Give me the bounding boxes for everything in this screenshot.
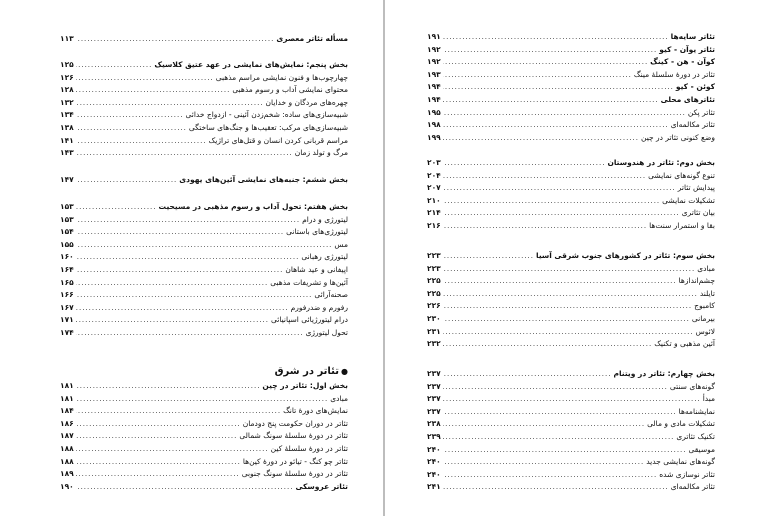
toc-entry: [427, 157, 715, 170]
toc-entry: [60, 443, 348, 456]
toc-left-block-4: [60, 201, 348, 340]
toc-entry: [427, 81, 715, 94]
toc-entry-title: تشکیلات مادی و مالی: [647, 419, 715, 429]
toc-entry-page-number: ۲۱۰: [427, 195, 441, 205]
toc-entry-page-number: ۱۶۵: [60, 277, 74, 287]
toc-entry-page-number: ۱۲۵: [60, 60, 74, 69]
toc-entry-title: مرگ و تولد زمان: [294, 148, 348, 158]
section-heading: [60, 364, 348, 379]
toc-entry-title: شبیه‌سازی‌های مرکب: تعقیب‌ها و جنگ‌های ساختگی: [188, 122, 348, 132]
toc-entry-title: آئین مذهبی و تکنیک: [654, 339, 715, 349]
toc-entry-page-number: ۲۳۷: [427, 406, 441, 416]
toc-leader-dots: [443, 469, 657, 482]
toc-entry: [60, 97, 348, 110]
toc-entry-title: تئاتر پکن: [687, 107, 715, 117]
toc-entry-page-number: ۱۸۱: [60, 393, 74, 403]
toc-entry-page-number: ۲۳۱: [427, 326, 441, 336]
toc-leader-dots: [76, 405, 281, 418]
toc-entry: [60, 33, 348, 46]
toc-entry-page-number: ۱۹۳: [427, 69, 441, 79]
toc-right-block-2: [427, 157, 715, 233]
toc-leader-dots: [76, 59, 153, 72]
toc-entry: [427, 381, 715, 394]
toc-entry: [60, 418, 348, 431]
toc-entry-page-number: ۱۸۸: [60, 456, 74, 466]
toc-entry-page-number: ۱۲۸: [60, 85, 74, 95]
toc-entry-title: گونه‌های سنتی: [669, 381, 715, 391]
toc-entry-title: نمایش‌های دورهٔ تانگ: [283, 406, 348, 416]
toc-entry: [427, 300, 715, 313]
toc-leader-dots: [443, 31, 669, 44]
toc-entry-page-number: ۲۰۴: [427, 170, 441, 180]
toc-entry-page-number: ۲۱۶: [427, 220, 441, 230]
toc-entry-page-number: ۱۷۴: [60, 327, 74, 337]
toc-leader-dots: [443, 69, 632, 82]
toc-leader-dots: [76, 97, 264, 110]
toc-entry-title: شبیه‌سازی‌های ساده: شخم‌زدن آئینی - ازدواج خدائی: [185, 110, 348, 120]
toc-entry: [427, 338, 715, 351]
toc-entry: [60, 380, 348, 393]
toc-left-block-1: [60, 33, 348, 46]
toc-entry-page-number: ۱۹۹: [427, 132, 441, 142]
toc-entry-page-number: ۲۳۰: [427, 313, 441, 323]
toc-entry-page-number: ۲۴۰: [427, 469, 441, 479]
toc-leader-dots: [443, 393, 701, 406]
toc-entry: [427, 456, 715, 469]
toc-entry: [427, 313, 715, 326]
toc-entry-page-number: ۱۶۷: [60, 302, 74, 312]
toc-entry-title: وضع کنونی تئاتر در چین: [641, 132, 715, 142]
toc-entry: [427, 288, 715, 301]
toc-entry: [60, 251, 348, 264]
toc-entry: [427, 182, 715, 195]
toc-right-block-4: [427, 368, 715, 494]
toc-entry-title: بخش چهارم: تئاتر در ویتنام: [613, 369, 715, 378]
toc-entry-page-number: ۲۲۵: [427, 276, 441, 286]
toc-entry: [427, 444, 715, 457]
toc-entry-title: مراسم قربانی کردن انسان و قتل‌های تراژیک: [208, 135, 348, 145]
toc-entry-page-number: ۱۸۶: [60, 418, 74, 428]
toc-entry: [60, 405, 348, 418]
toc-entry-title: پیدایش تئاتر: [677, 183, 715, 193]
toc-entry: [60, 147, 348, 160]
toc-entry: [60, 456, 348, 469]
toc-entry: [427, 368, 715, 381]
toc-leader-dots: [76, 84, 231, 97]
toc-entry-page-number: ۱۸۱: [60, 381, 74, 390]
toc-leader-dots: [76, 174, 178, 187]
toc-entry-title: تنوع گونه‌های نمایشی: [648, 170, 715, 180]
toc-entry-title: مبادی: [330, 393, 348, 403]
toc-leader-dots: [443, 81, 674, 94]
toc-entry-page-number: ۱۳۸: [60, 122, 74, 132]
toc-entry-page-number: ۱۵۴: [60, 227, 74, 237]
toc-leader-dots: [76, 201, 157, 214]
toc-entry: [427, 250, 715, 263]
toc-entry: [60, 72, 348, 85]
toc-entry-page-number: ۱۹۲: [427, 57, 441, 67]
toc-entry-title: تئاتر در دورهٔ سلسلهٔ سونگ شمالی: [239, 431, 348, 441]
toc-leader-dots: [76, 418, 241, 431]
toc-leader-dots: [443, 444, 687, 457]
toc-entry-title: مس: [334, 239, 348, 249]
toc-entry: [427, 69, 715, 82]
toc-entry: [427, 469, 715, 482]
toc-leader-dots: [443, 107, 686, 120]
toc-entry: [60, 264, 348, 277]
toc-entry-title: تئاتر در دوران حکومت پنج دودمان: [242, 418, 348, 428]
toc-leader-dots: [76, 327, 304, 340]
toc-entry-title: بقا و استمرار سنت‌ها: [649, 220, 715, 230]
toc-entry-title: مسأله تئاتر معصری: [276, 34, 348, 43]
toc-leader-dots: [76, 239, 333, 252]
toc-leader-dots: [443, 195, 660, 208]
toc-leader-dots: [443, 56, 648, 69]
toc-entry-title: گونه‌های نمایشی جدید: [646, 457, 715, 467]
toc-entry-page-number: ۱۸۹: [60, 469, 74, 479]
toc-leader-dots: [443, 313, 690, 326]
toc-entry-page-number: ۲۳۲: [427, 339, 441, 349]
toc-entry-title: تئاتر سایه‌ها: [670, 32, 715, 41]
toc-entry-page-number: ۲۲۳: [427, 263, 441, 273]
toc-entry: [60, 302, 348, 315]
toc-entry: [60, 393, 348, 406]
toc-entry-title: بخش ششم: جنبه‌های نمایشی آئین‌های یهودی: [179, 175, 348, 184]
toc-entry-title: لیتورژی‌های باستانی: [286, 227, 348, 237]
toc-leader-dots: [443, 250, 534, 263]
toc-leader-dots: [76, 122, 187, 135]
toc-leader-dots: [443, 44, 658, 57]
toc-entry: [60, 481, 348, 494]
toc-entry: [427, 220, 715, 233]
toc-entry-page-number: ۱۷۱: [60, 315, 74, 325]
toc-entry-title: لائوس: [695, 326, 715, 336]
toc-leader-dots: [76, 109, 184, 122]
toc-entry-title: تئاتر در دورهٔ سلسلهٔ کین: [270, 443, 348, 453]
toc-entry-title: تئاتر مکالمه‌ای: [670, 120, 715, 130]
toc-entry-title: تحول لیتورژی: [305, 327, 348, 337]
toc-leader-dots: [443, 338, 652, 351]
toc-entry: [60, 239, 348, 252]
toc-entry-page-number: ۱۹۵: [427, 107, 441, 117]
left-page: [0, 0, 383, 516]
toc-entry: [427, 326, 715, 339]
toc-leader-dots: [443, 326, 694, 339]
toc-entry: [60, 174, 348, 187]
toc-entry-title: تئاتر چو کنگ - تیائو در دورهٔ کین‌ها: [242, 456, 348, 466]
toc-entry-page-number: ۱۹۰: [60, 481, 74, 491]
toc-entry-page-number: ۱۵۵: [60, 239, 74, 249]
toc-entry-page-number: ۲۳۹: [427, 431, 441, 441]
toc-entry: [427, 56, 715, 69]
toc-leader-dots: [443, 288, 698, 301]
toc-entry: [60, 289, 348, 302]
toc-entry-title: نمایشنامه‌ها: [678, 406, 715, 416]
toc-right-block-1: [427, 31, 715, 144]
toc-entry-page-number: ۱۶۰: [60, 252, 74, 262]
toc-entry-title: اپیفانی و عید شاهان: [285, 264, 348, 274]
toc-leader-dots: [443, 300, 692, 313]
toc-entry: [60, 59, 348, 72]
toc-leader-dots: [76, 214, 300, 227]
toc-entry-page-number: ۲۳۷: [427, 381, 441, 391]
toc-entry-page-number: ۱۲۶: [60, 72, 74, 82]
toc-leader-dots: [76, 302, 289, 315]
toc-entry-title: تئاتر مکالمه‌ای: [670, 482, 715, 492]
toc-entry-title: لیتورژی و درام: [302, 214, 348, 224]
toc-leader-dots: [76, 72, 214, 85]
toc-leader-dots: [76, 289, 313, 302]
toc-leader-dots: [76, 226, 284, 239]
toc-leader-dots: [443, 431, 675, 444]
toc-entry-page-number: ۲۴۰: [427, 444, 441, 454]
toc-entry: [60, 314, 348, 327]
toc-leader-dots: [76, 393, 328, 406]
toc-leader-dots: [76, 443, 269, 456]
toc-leader-dots: [443, 275, 677, 288]
toc-entry-page-number: ۲۲۵: [427, 288, 441, 298]
toc-entry: [427, 44, 715, 57]
toc-entry: [60, 135, 348, 148]
toc-entry-title: بخش اول: تئاتر در چین: [262, 381, 348, 390]
toc-entry-page-number: ۱۶۴: [60, 264, 74, 274]
toc-entry-page-number: ۱۹۴: [427, 82, 441, 92]
toc-entry-page-number: ۱۸۷: [60, 431, 74, 441]
toc-entry-page-number: ۱۹۱: [427, 32, 441, 41]
toc-left-block-5: [60, 380, 348, 493]
toc-leader-dots: [443, 263, 695, 276]
toc-entry: [427, 107, 715, 120]
toc-entry: [427, 170, 715, 183]
toc-entry: [427, 132, 715, 145]
toc-entry-page-number: ۱۳۲: [60, 97, 74, 107]
toc-entry: [60, 468, 348, 481]
toc-entry: [427, 418, 715, 431]
toc-entry-title: لیتورژی رهبانی: [301, 252, 348, 262]
toc-entry-title: تئاتر در دورهٔ سلسلهٔ سونگ جنوبی: [241, 469, 348, 479]
toc-entry-page-number: ۱۴۳: [60, 148, 74, 158]
toc-entry-page-number: ۱۹۸: [427, 120, 441, 130]
toc-entry-page-number: ۱۵۳: [60, 214, 74, 224]
toc-leader-dots: [76, 380, 261, 393]
toc-entry-title: بیان تئاتری: [681, 208, 715, 218]
toc-entry: [60, 201, 348, 214]
toc-leader-dots: [76, 430, 238, 443]
toc-entry-page-number: ۲۴۰: [427, 457, 441, 467]
toc-left-block-2: [60, 59, 348, 160]
toc-leader-dots: [443, 381, 668, 394]
toc-entry: [427, 207, 715, 220]
toc-leader-dots: [443, 182, 676, 195]
toc-entry-title: محتوای نمایشی آداب و رسوم مذهبی: [232, 85, 348, 95]
toc-leader-dots: [443, 132, 639, 145]
toc-entry-page-number: ۱۶۶: [60, 290, 74, 300]
toc-entry: [60, 430, 348, 443]
toc-entry-page-number: ۱۱۳: [60, 34, 74, 43]
toc-leader-dots: [76, 468, 240, 481]
toc-entry-title: کوآن - هن - کینگ: [650, 57, 715, 67]
toc-entry-title: تئاتر یوآن - کیو: [659, 44, 715, 54]
toc-entry: [60, 277, 348, 290]
toc-leader-dots: [76, 481, 294, 494]
toc-entry: [427, 94, 715, 107]
toc-entry-title: چشم‌اندازها: [678, 276, 715, 286]
toc-entry-page-number: ۲۰۷: [427, 183, 441, 193]
toc-left-block-3: [60, 174, 348, 187]
toc-entry: [427, 406, 715, 419]
toc-leader-dots: [76, 33, 275, 46]
toc-entry-title: کامبوج: [694, 301, 715, 311]
toc-leader-dots: [76, 456, 241, 469]
toc-entry-title: صحنه‌آرائی: [314, 290, 348, 300]
toc-entry: [60, 109, 348, 122]
toc-leader-dots: [443, 94, 659, 107]
toc-entry-title: تئاتر در دورهٔ سلسلهٔ مینگ: [633, 69, 715, 79]
toc-entry: [60, 327, 348, 340]
toc-entry-page-number: ۱۳۴: [60, 110, 74, 120]
toc-entry-page-number: ۱۹۴: [427, 94, 441, 104]
toc-entry-title: تئاتر نوسازی شده: [659, 469, 715, 479]
toc-entry: [427, 119, 715, 132]
toc-leader-dots: [76, 314, 269, 327]
toc-entry: [427, 431, 715, 444]
toc-entry: [60, 226, 348, 239]
toc-entry-page-number: ۲۴۱: [427, 482, 441, 492]
toc-entry-title: بیرمانی: [691, 313, 715, 323]
toc-entry-page-number: ۲۳۷: [427, 369, 441, 378]
toc-leader-dots: [76, 264, 284, 277]
toc-entry: [427, 263, 715, 276]
toc-entry: [427, 31, 715, 44]
toc-leader-dots: [76, 147, 293, 160]
toc-entry-title: آئین‌ها و تشریفات مذهبی: [270, 277, 348, 287]
toc-entry: [427, 195, 715, 208]
toc-entry-title: درام لیتورژیائی اسپانیائی: [271, 315, 348, 325]
toc-leader-dots: [443, 481, 669, 494]
bullet-icon: ●: [341, 367, 348, 376]
toc-leader-dots: [443, 220, 647, 233]
toc-entry-title: تکنیک تئاتری: [676, 431, 715, 441]
toc-leader-dots: [443, 170, 646, 183]
toc-entry-page-number: ۱۴۱: [60, 135, 74, 145]
toc-entry-page-number: ۱۸۸: [60, 443, 74, 453]
toc-entry-page-number: ۱۵۳: [60, 202, 74, 211]
toc-entry: [60, 214, 348, 227]
toc-entry-title: رفورم و ضدرفورم: [290, 302, 348, 312]
toc-leader-dots: [443, 406, 677, 419]
toc-entry-page-number: ۲۳۸: [427, 419, 441, 429]
toc-entry-page-number: ۲۲۳: [427, 251, 441, 260]
toc-leader-dots: [76, 135, 207, 148]
toc-entry: [427, 393, 715, 406]
toc-entry-page-number: ۱۴۷: [60, 175, 74, 184]
toc-leader-dots: [443, 119, 669, 132]
toc-entry-title: تایلند: [699, 288, 715, 298]
toc-entry-title: چهارچوب‌ها و فنون نمایشی مراسم مذهبی: [215, 72, 348, 82]
toc-entry-title: مبادی: [697, 263, 715, 273]
toc-entry-title: بخش سوم: تئاتر در کشورهای جنوب شرقی آسیا: [536, 251, 715, 260]
toc-entry-title: تئاتر عروسکی: [295, 481, 348, 491]
toc-leader-dots: [443, 456, 644, 469]
toc-entry-title: کوئن - کیو: [675, 82, 715, 92]
toc-entry: [427, 481, 715, 494]
toc-entry-title: چهره‌های مردگان و خدایان: [265, 97, 348, 107]
toc-entry-title: مبدأ: [702, 394, 715, 404]
toc-entry-page-number: ۲۲۶: [427, 301, 441, 311]
toc-entry-page-number: ۱۹۲: [427, 44, 441, 54]
toc-entry-title: تشکیلات نمایشی: [662, 195, 715, 205]
toc-entry-page-number: ۱۸۴: [60, 406, 74, 416]
toc-leader-dots: [443, 418, 645, 431]
toc-right-block-3: [427, 250, 715, 351]
toc-entry-title: تئاترهای محلی: [660, 94, 715, 104]
toc-leader-dots: [76, 251, 300, 264]
toc-entry: [60, 84, 348, 97]
toc-entry-page-number: ۲۰۳: [427, 158, 441, 167]
toc-entry: [427, 275, 715, 288]
toc-entry-title: بخش هفتم: تحول آداب و رسوم مذهبی در مسیحیت: [158, 202, 348, 211]
toc-entry-title: بخش پنجم: نمایش‌های نمایشی در عهد عتیق کلاسیک: [154, 60, 348, 69]
toc-entry: [60, 122, 348, 135]
toc-leader-dots: [76, 277, 269, 290]
toc-leader-dots: [443, 368, 612, 381]
toc-entry-title: موسیقی: [688, 444, 715, 454]
toc-leader-dots: [443, 157, 606, 170]
toc-entry-page-number: ۲۱۴: [427, 208, 441, 218]
toc-leader-dots: [443, 207, 680, 220]
section-title: تئاتر در شرق: [274, 366, 340, 377]
right-page: [385, 0, 768, 516]
toc-entry-page-number: ۲۳۷: [427, 394, 441, 404]
toc-left-section: [60, 364, 348, 379]
toc-entry-title: بخش دوم: تئاتر در هندوستان: [607, 158, 715, 167]
